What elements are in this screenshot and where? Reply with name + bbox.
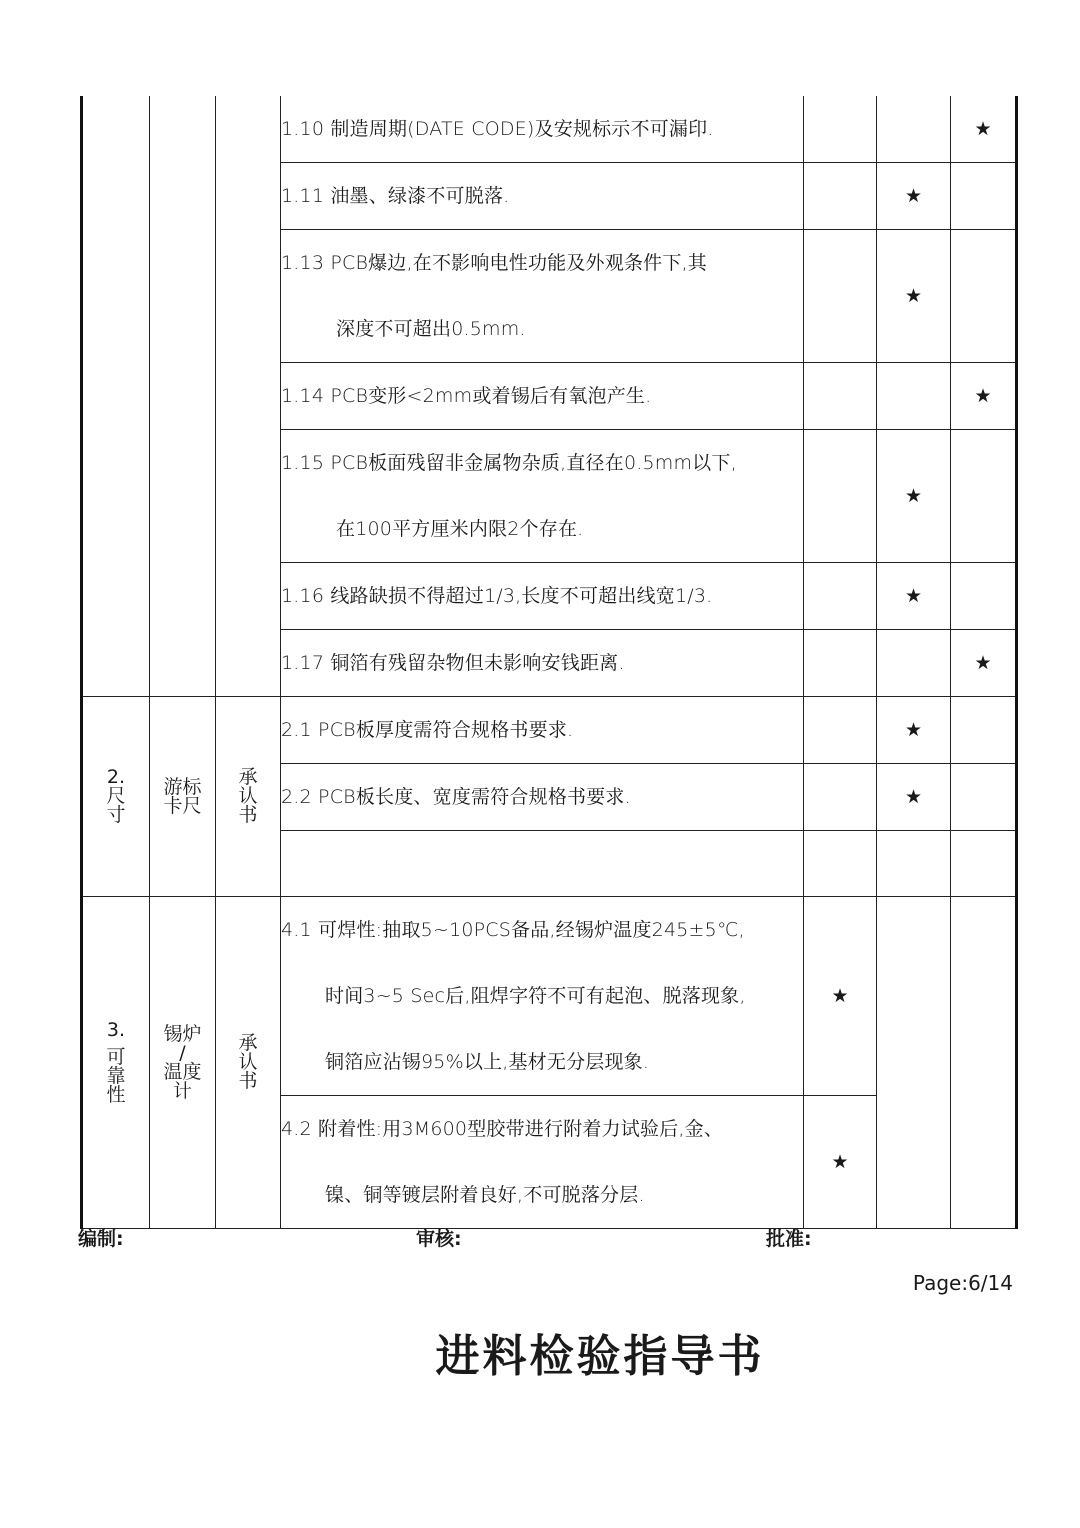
- grade-cell-1: [877, 897, 951, 1229]
- tool-cell: [150, 96, 216, 697]
- document-title: 进料检验指导书: [435, 1331, 765, 1382]
- grade-cell-2: ★: [951, 96, 1017, 163]
- requirement-text: 2.2 PCB板长度、宽度需符合规格书要求.: [281, 764, 804, 831]
- section2-tool: 游标 卡尺: [150, 697, 216, 897]
- grade-cell-0: [804, 697, 877, 764]
- inspection-table: [80, 96, 1018, 1229]
- requirement-text: 1.11 油墨、绿漆不可脱落.: [281, 163, 804, 230]
- prepared-by-label: 编制:: [78, 1228, 124, 1250]
- grade-cell-1: [877, 96, 951, 163]
- grade-cell-2: [951, 430, 1017, 563]
- basis-cell: [216, 96, 281, 697]
- grade-cell-2: [951, 897, 1017, 1229]
- grade-cell-2: ★: [951, 630, 1017, 697]
- grade-cell-2: [951, 230, 1017, 363]
- reviewed-by-label: 审核:: [416, 1228, 462, 1250]
- requirement-text: 1.15 PCB板面残留非金属物杂质,直径在0.5mm以下, 在100平方厘米内限2个存在.: [281, 430, 804, 563]
- requirement-text: 1.16 线路缺损不得超过1/3,长度不可超出线宽1/3.: [281, 563, 804, 630]
- section3-tool: 锡炉 / 温度 计: [150, 897, 216, 1229]
- grade-cell-0: [804, 363, 877, 430]
- grade-cell-2: [951, 831, 1017, 897]
- table-row: [82, 96, 1017, 163]
- grade-cell-1: ★: [877, 697, 951, 764]
- grade-cell-0: [804, 764, 877, 831]
- grade-cell-0: [804, 563, 877, 630]
- grade-cell-1: ★: [877, 764, 951, 831]
- requirement-text: 1.10 制造周期(DATE CODE)及安规标示不可漏印.: [281, 96, 804, 163]
- grade-cell-1: ★: [877, 163, 951, 230]
- requirement-text: [281, 831, 804, 897]
- section3-basis: 承 认 书: [216, 897, 281, 1229]
- requirement-text: 2.1 PCB板厚度需符合规格书要求.: [281, 697, 804, 764]
- grade-cell-2: [951, 697, 1017, 764]
- table-row: [82, 697, 1017, 764]
- section3-item: 3. 可 靠 性: [82, 897, 150, 1229]
- grade-cell-1: ★: [877, 230, 951, 363]
- requirement-text: 1.14 PCB变形<2mm或着锡后有氧泡产生.: [281, 363, 804, 430]
- requirement-text: 1.13 PCB爆边,在不影响电性功能及外观条件下,其 深度不可超出0.5mm.: [281, 230, 804, 363]
- grade-cell-2: [951, 764, 1017, 831]
- section2-item: 2. 尺 寸: [82, 697, 150, 897]
- grade-cell-2: [951, 163, 1017, 230]
- grade-cell-1: ★: [877, 430, 951, 563]
- grade-cell-1: [877, 363, 951, 430]
- requirement-text: 4.2 附着性:用3M600型胶带进行附着力试验后,金、 镍、铜等镀层附着良好,不可脱落分层.: [281, 1096, 804, 1229]
- grade-cell-0: [804, 163, 877, 230]
- grade-cell-2: ★: [951, 363, 1017, 430]
- table-row: [82, 897, 1017, 1096]
- grade-cell-0: [804, 630, 877, 697]
- grade-cell-0: [804, 430, 877, 563]
- requirement-text: 4.1 可焊性:抽取5~10PCS备品,经锡炉温度245±5℃, 时间3~5 Sec后,阻焊字符不可有起泡、脱落现象, 铜箔应沾锡95%以上,基材无分层现象.: [281, 897, 804, 1096]
- grade-cell-0: [804, 96, 877, 163]
- grade-cell-0: ★: [804, 897, 877, 1096]
- section2-basis: 承 认 书: [216, 697, 281, 897]
- grade-cell-0: ★: [804, 1096, 877, 1229]
- item-cell: [82, 96, 150, 697]
- requirement-text: 1.17 铜箔有残留杂物但未影响安钱距离.: [281, 630, 804, 697]
- page-number: Page:6/14: [912, 1271, 1013, 1295]
- grade-cell-2: [951, 563, 1017, 630]
- approved-by-label: 批准:: [766, 1228, 812, 1250]
- grade-cell-0: [804, 831, 877, 897]
- grade-cell-1: [877, 831, 951, 897]
- grade-cell-1: ★: [877, 563, 951, 630]
- grade-cell-0: [804, 230, 877, 363]
- grade-cell-1: [877, 630, 951, 697]
